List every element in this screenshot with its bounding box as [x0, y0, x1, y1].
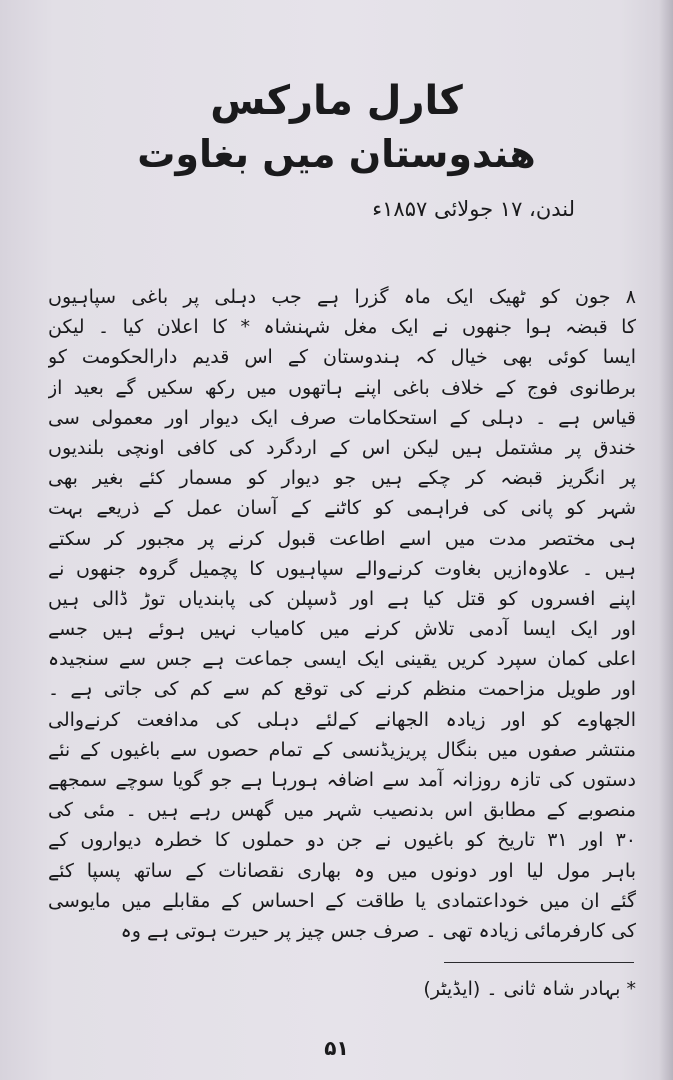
- author-heading: کارل مارکس: [210, 78, 463, 124]
- text-line: ہی مختصر مدت میں اسے اطاعت قبول کرنے پر مجبور کر سکتے: [48, 527, 636, 550]
- body-text: [48, 282, 636, 946]
- text-line: کا قبضہ ہوا جنھوں نے ایک مغل شہنشاہ * کا اعلان کیا ۔ لیکن: [48, 316, 636, 339]
- text-line: ۸ جون کو ٹھیک ایک ماہ گزرا ہے جب دہلی پر باغی سپاہیوں: [48, 286, 636, 308]
- text-line: کی کارفرمائی زیادہ تھی ۔ صرف جس چیز پر حیرت ہوتی ہے وہ: [120, 919, 636, 942]
- article-title: هندوستان میں بغاوت: [137, 132, 536, 176]
- text-line: اعلی کمان سپرد کریں یقینی ایک ایسی جماعت ہے جس سے سنجیدہ: [48, 648, 636, 671]
- text-line: باہر مول لیا اور دونوں میں وہ بھاری نقصانات کے ساتھ پسپا کئے: [48, 859, 636, 882]
- text-line: شہر کو پانی کی فراہمی کو کاٹنے کے آسان عمل کے ذریعے بہت: [48, 497, 636, 520]
- footnote: * بہادر شاہ ثانی ۔ (ایڈیٹر): [423, 978, 636, 1000]
- text-line: ہیں ۔ علاوہ‌ازیں بغاوت کرنے‌والے سپاہیوں کا پچمیل گروہ جنھوں نے: [48, 557, 636, 580]
- text-line: دستوں کی تازہ روزانہ آمد سے اضافہ ہورہا ہے جو گویا سوچے سمجھے: [48, 769, 636, 791]
- text-line: اور طویل مزاحمت منظم کرنے کی توقع کم سے کم کی جاتی ہے ۔: [48, 678, 636, 701]
- page-number: ۵۱: [324, 1036, 349, 1060]
- text-line: اپنے افسروں کو قتل کیا ہے اور ڈسپلن کی پابندیاں توڑ ڈالی ہیں: [48, 587, 636, 610]
- text-line: پر انگریز قبضہ کر چکے ہیں جو دیوار کو مسمار کئے بغیر بھی: [48, 467, 636, 490]
- text-line: اور ایک ایسا آدمی تلاش کرنے میں کامیاب نہیں ہوئے ہیں جسے: [48, 618, 636, 641]
- text-line: قیاس ہے ۔ دہلی کے استحکامات صرف ایک دیوار اور معمولی سی: [48, 406, 636, 429]
- text-line: برطانوی فوج کے خلاف باغی اپنے ہاتھوں میں رکھ سکیں گے بعید از: [48, 376, 636, 399]
- text-line: منصوبے کے مطابق اس بدنصیب شہر میں گھس رہے ہیں ۔ مئی کی: [48, 799, 636, 822]
- text-line: گئے ان میں خوداعتمادی یا طاقت کے احساس کے مقابلے میں مایوسی: [48, 889, 636, 912]
- dateline: لندن، ۱۷ جولائی ۱۸۵۷ء: [372, 197, 575, 221]
- text-line: منتشر صفوں میں بنگال پریزیڈنسی کے تمام حصوں سے باغیوں کے نئے: [48, 738, 636, 761]
- text-line: ایسا کوئی بھی خیال کہ ہندوستان کے اس قدیم دارالحکومت کو: [48, 346, 636, 369]
- text-line: الجھاوے کو اور زیادہ الجھانے کےلئے دہلی کی مدافعت کرنےوالی: [48, 708, 636, 731]
- text-line: خندق پر مشتمل ہیں لیکن اس کے اردگرد کی کافی اونچی بلندیوں: [48, 436, 636, 459]
- text-line: ۳۰ اور ۳۱ تاریخ کو باغیوں نے جن دو حملوں کا خطرہ دیواروں کے: [48, 829, 636, 852]
- footnote-divider: [444, 962, 634, 963]
